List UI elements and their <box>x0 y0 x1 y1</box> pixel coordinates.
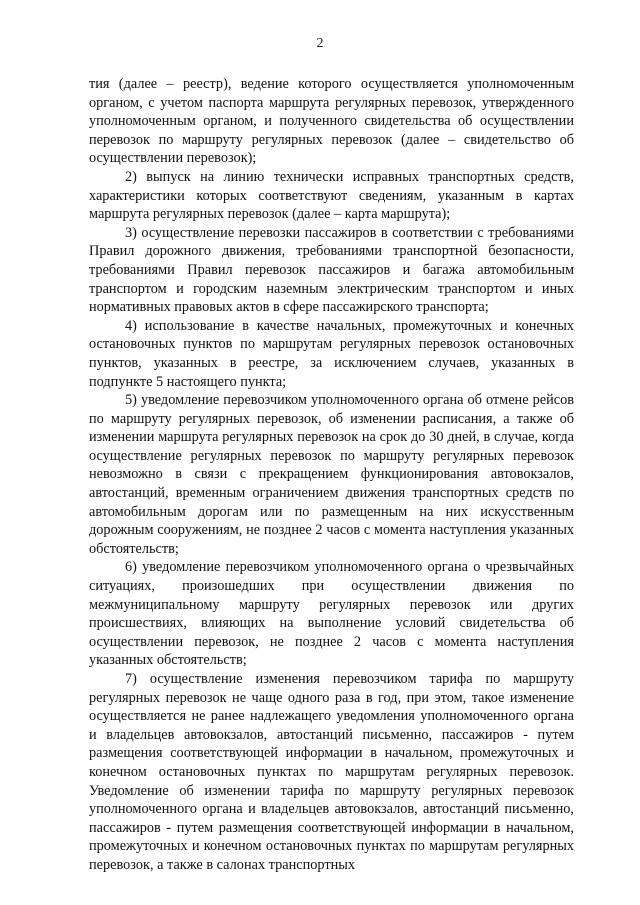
document-body <box>89 75 574 875</box>
paragraph-item-2: 2) выпуск на линию технически исправных транспортных средств, характеристики которых соответствуют сведениям, указанным в картах маршрута регулярных перевозок (далее – карта маршрута); <box>89 168 574 223</box>
paragraph-item-6: 6) уведомление перевозчиком уполномоченного органа о чрезвычайных ситуациях, произошедших при осуществлении движения по межмуниципальному маршруту регулярных перевозок или других происшествиях, влияющих на выполнение условий свидетельства об осуществлении перевозок, не позднее 2 часов с момента наступления указанных обстоятельств; <box>89 559 574 669</box>
paragraph-item-7: 7) осуществление изменения перевозчиком тарифа по маршруту регулярных перевозок не чаще одного раза в год, при этом, такое изменение осуществляется не ранее надлежащего уведомления уполномоченного органа и владельцев автовокзалов, автостанций письменно, пассажиров - путем размещения соответствующей информации в начальном, промежуточных и конечном остановочных пунктах по маршрутам регулярных перевозок. Уведомление об изменении тарифа по маршруту регулярных перевозок уполномоченного органа и владельцев автовокзалов, автостанций письменно, пассажиров - путем размещения соответствующей информации в начальном, промежуточных и конечном остановочных пунктах по маршрутам регулярных перевозок, а также в салонах транспортных <box>89 671 574 873</box>
paragraph-continuation: тия (далее – реестр), ведение которого осуществляется уполномоченным органом, с учетом паспорта маршрута регулярных перевозок, утвержденного уполномоченным органом, и полученного свидетельства об осуществлении перевозок по маршруту регулярных перевозок (далее – свидетельство об осуществлении перевозок); <box>89 76 574 167</box>
paragraph-item-3: 3) осуществление перевозки пассажиров в соответствии с требованиями Правил дорожного движения, требованиями транспортной безопасности, требованиями Правил перевозок пассажиров и багажа автомобильным транспортом и городским наземным электрическим транспортом и иных нормативных правовых актов в сфере пассажирского транспорта; <box>89 224 574 316</box>
paragraph-item-5: 5) уведомление перевозчиком уполномоченного органа об отмене рейсов по маршруту регулярных перевозок, об изменении расписания, а также об изменении маршрута регулярных перевозок на срок до 30 дней, в случае, когда осуществление регулярных перевозок по маршруту регулярных перевозок невозможно в связи с прекращением функционирования автовокзалов, автостанций, временным ограничением движения транспортных средств по автомобильным дорогам или по размещенным на них искусственным дорожным сооружениям, не позднее 2 часов с момента наступления указанных обстоятельств; <box>89 392 574 557</box>
paragraph-item-4: 4) использование в качестве начальных, промежуточных и конечных остановочных пунктов по маршрутам регулярных перевозок остановочных пунктов, указанных в реестре, за исключением случаев, указанных в подпункте 5 настоящего пункта; <box>89 317 574 390</box>
page-number: 2 <box>316 36 324 51</box>
